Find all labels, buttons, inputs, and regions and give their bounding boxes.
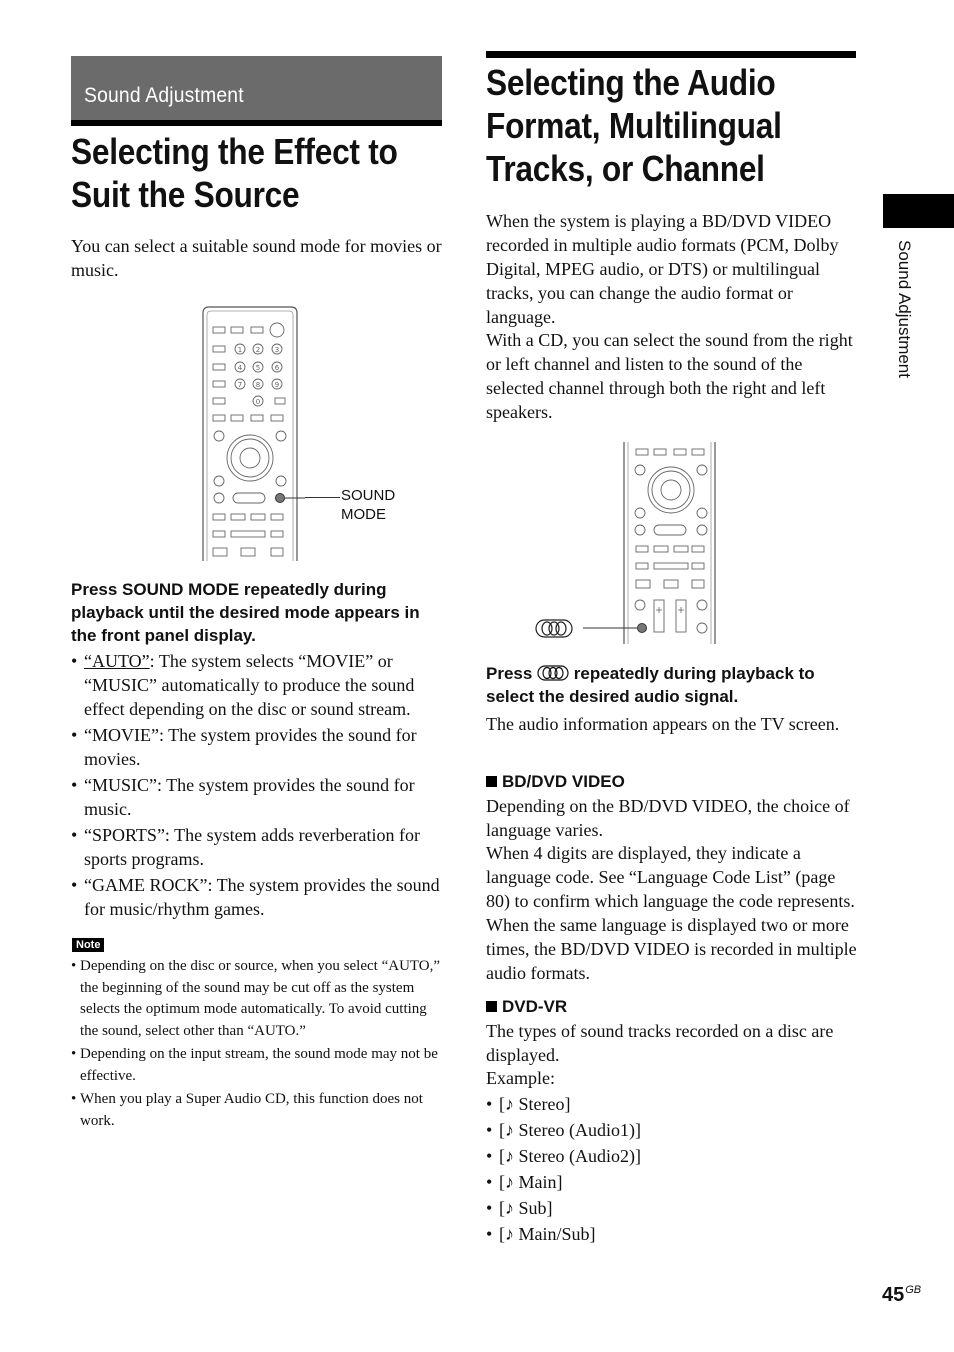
page-number-value: 45 [882,1284,905,1306]
side-tab [883,194,954,228]
right-info: The audio information appears on the TV screen. [486,714,840,734]
bd-heading-text: BD/DVD VIDEO [502,772,625,791]
audio-icon [536,620,572,637]
callout-line [305,497,340,498]
list-item-text: : The system selects “MOVIE” or “MUSIC” automatically to produce the sound effect depending on the disc or sound stream. [84,651,415,719]
side-label-text: Sound Adjustment [895,240,914,378]
auto-link[interactable]: “AUTO” [84,651,150,671]
right-title [486,61,873,190]
audio-icon [537,665,569,681]
sound-mode-list [71,649,443,923]
example-item: • [♪ Stereo] [486,1092,858,1116]
remote-illustration-sound-mode [195,303,305,563]
list-item [71,649,443,721]
svg-text:2: 2 [255,346,261,354]
example-item: • [♪ Stereo (Audio1)] [486,1118,858,1142]
square-bullet-icon [486,1001,497,1012]
left-intro: You can select a suitable sound mode for movies or music. [71,236,442,280]
bd-para1: Depending on the BD/DVD VIDEO, the choice of language varies. [486,796,850,840]
svg-text:5: 5 [255,364,261,372]
example-item: • [♪ Stereo (Audio2)] [486,1144,858,1168]
list-item: • “MOVIE”: The system provides the sound for movies. [71,723,443,771]
list-item: • “MUSIC”: The system provides the sound for music. [71,773,443,821]
example-list [486,1092,858,1248]
svg-text:0: 0 [255,398,261,406]
list-item: • “SPORTS”: The system adds reverberation for sports programs. [71,823,443,871]
example-item: • [♪ Main/Sub] [486,1222,858,1246]
note-list [71,956,443,1134]
note-badge: Note [72,938,104,952]
right-title-line3: Tracks, or Channel [486,148,765,189]
right-title-line1: Selecting the Audio [486,62,776,103]
bd-heading [486,771,625,793]
bd-para2: When 4 digits are displayed, they indicate a language code. See “Language Code List” (page 80) to confirm which language the code represents. When the same language is displayed two or more times, the BD/DVD VIDEO is recorded in multiple audio formats. [486,843,857,983]
left-title-line1: Selecting the Effect to [71,131,398,172]
note-item: • Depending on the input stream, the sound mode may not be effective. [71,1044,443,1087]
svg-text:1: 1 [237,346,243,354]
svg-text:4: 4 [237,364,243,372]
page-suffix: GB [905,1284,922,1296]
page-number [882,1284,921,1307]
section-label: Sound Adjustment [84,84,244,107]
section-header-rule [71,120,442,126]
vr-heading-text: DVD-VR [502,997,568,1016]
right-para2: With a CD, you can select the sound from the right or left channel and listen to the sound of the selected channel through both the right and left speakers. [486,330,853,422]
svg-text:8: 8 [255,381,261,389]
square-bullet-icon [486,776,497,787]
svg-text:3: 3 [274,346,280,354]
sound-mode-callout [341,486,395,524]
svg-text:9: 9 [274,381,280,389]
side-label [894,240,920,430]
list-item: • “GAME ROCK”: The system provides the sound for music/rhythm games. [71,873,443,921]
example-item: • [♪ Main] [486,1170,858,1194]
svg-text:7: 7 [237,381,243,389]
instruction-post: repeatedly during playback to select the desired audio signal. [486,664,815,706]
left-title-line2: Suit the Source [71,174,300,215]
vr-para: The types of sound tracks recorded on a disc are displayed. [486,1021,834,1065]
right-instruction [486,662,858,708]
callout-line1: SOUND [341,487,396,504]
left-instruction: Press SOUND MODE repeatedly during playback until the desired mode appears in the front panel display. [71,580,420,645]
remote-illustration-audio [530,440,725,646]
note-item: • Depending on the disc or source, when you select “AUTO,” the beginning of the sound may be cut off as the system selects the optimum mode automatically. To avoid cutting the sound, select other than “AUTO.” [71,956,443,1042]
left-title [71,130,458,216]
right-para1: When the system is playing a BD/DVD VIDEO recorded in multiple audio formats (PCM, Dolby Digital, MPEG audio, or DTS) or multilingual tracks, you can change the audio format or language. [486,211,839,327]
instruction-pre: Press [486,664,533,683]
example-item: • [♪ Sub] [486,1196,858,1220]
note-item: • When you play a Super Audio CD, this function does not work. [71,1089,443,1132]
svg-text:6: 6 [274,364,280,372]
right-title-line2: Format, Multilingual [486,105,782,146]
vr-heading [486,996,567,1018]
example-label: Example: [486,1068,555,1088]
callout-line2: MODE [341,506,386,523]
right-title-rule [486,51,856,58]
